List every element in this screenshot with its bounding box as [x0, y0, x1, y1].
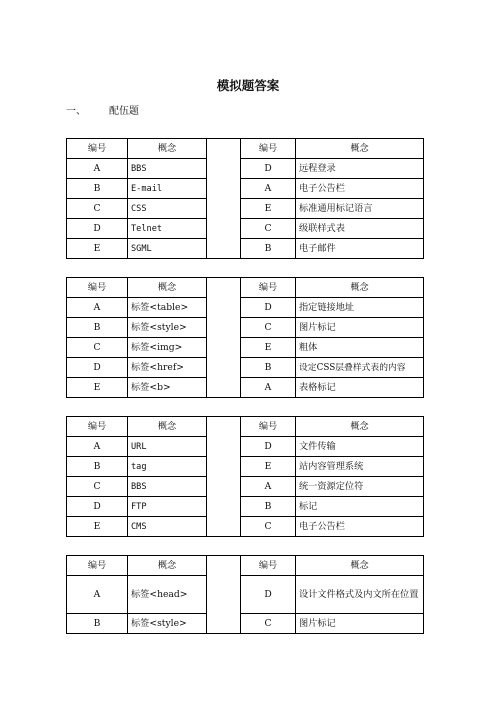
right-id: E: [241, 199, 296, 219]
table-row: [67, 614, 424, 634]
left-id: B: [67, 614, 128, 634]
table-row: [67, 179, 424, 199]
matching-table-2: [66, 277, 424, 398]
table-header-row: [67, 417, 424, 437]
table-row: [67, 457, 424, 477]
left-id: E: [67, 517, 128, 537]
table-row: [67, 477, 424, 497]
right-concept: 文件传输: [296, 437, 424, 457]
column-gap: [207, 417, 241, 537]
left-concept: 标签<table>: [128, 298, 207, 318]
left-id: C: [67, 338, 128, 358]
left-concept: CSS: [128, 199, 207, 219]
left-concept: Telnet: [128, 219, 207, 239]
table-header-row: [67, 278, 424, 298]
table-row: [67, 497, 424, 517]
left-concept: FTP: [128, 497, 207, 517]
left-id: C: [67, 477, 128, 497]
left-concept: tag: [128, 457, 207, 477]
column-gap: [207, 139, 241, 259]
left-concept: CMS: [128, 517, 207, 537]
left-id: A: [67, 298, 128, 318]
left-id: D: [67, 497, 128, 517]
table-header-row: [67, 139, 424, 159]
header-id-left: 编号: [67, 417, 128, 437]
header-id-left: 编号: [67, 139, 128, 159]
right-concept: 表格标记: [296, 378, 424, 398]
matching-table-4: [66, 555, 424, 634]
right-id: B: [241, 239, 296, 259]
page-title: 模拟题答案: [216, 78, 280, 93]
left-id: E: [67, 239, 128, 259]
left-id: A: [67, 576, 128, 614]
right-concept: 图片标记: [296, 318, 424, 338]
right-concept: 标准通用标记语言: [296, 199, 424, 219]
header-concept-left: 概念: [128, 556, 207, 576]
right-id: C: [241, 219, 296, 239]
right-id: C: [241, 614, 296, 634]
left-concept: 标签<b>: [128, 378, 207, 398]
table-row: [67, 338, 424, 358]
table-row: [67, 239, 424, 259]
header-concept-left: 概念: [128, 139, 207, 159]
right-concept: 电子邮件: [296, 239, 424, 259]
right-id: A: [241, 378, 296, 398]
right-id: E: [241, 457, 296, 477]
header-concept-right: 概念: [296, 417, 424, 437]
right-concept: 设计文件格式及内文所在位置: [296, 576, 424, 614]
right-id: D: [241, 576, 296, 614]
table-row: [67, 437, 424, 457]
section-heading: [66, 102, 139, 117]
table-row: [67, 298, 424, 318]
right-concept: 级联样式表: [296, 219, 424, 239]
right-concept: 设定CSS层叠样式表的内容: [296, 358, 424, 378]
table-row: [67, 576, 424, 614]
right-concept: 标记: [296, 497, 424, 517]
header-concept-right: 概念: [296, 278, 424, 298]
left-id: C: [67, 199, 128, 219]
right-concept: 远程登录: [296, 159, 424, 179]
right-id: C: [241, 517, 296, 537]
left-concept: BBS: [128, 477, 207, 497]
right-id: D: [241, 437, 296, 457]
header-concept-left: 概念: [128, 278, 207, 298]
right-concept: 指定链接地址: [296, 298, 424, 318]
header-id-left: 编号: [67, 278, 128, 298]
column-gap: [207, 556, 241, 634]
header-id-right: 编号: [241, 278, 296, 298]
right-concept: 电子公告栏: [296, 179, 424, 199]
header-id-right: 编号: [241, 417, 296, 437]
left-concept: 标签<style>: [128, 318, 207, 338]
right-concept: 统一资源定位符: [296, 477, 424, 497]
section-number: 一、: [66, 106, 86, 117]
right-id: E: [241, 338, 296, 358]
table-row: [67, 517, 424, 537]
left-concept: SGML: [128, 239, 207, 259]
right-concept: 站内容管理系统: [296, 457, 424, 477]
left-id: A: [67, 437, 128, 457]
header-id-right: 编号: [241, 556, 296, 576]
left-id: B: [67, 318, 128, 338]
header-concept-right: 概念: [296, 139, 424, 159]
left-id: E: [67, 378, 128, 398]
header-concept-left: 概念: [128, 417, 207, 437]
right-id: D: [241, 298, 296, 318]
left-id: B: [67, 179, 128, 199]
right-id: A: [241, 179, 296, 199]
table-row: [67, 378, 424, 398]
right-concept: 粗体: [296, 338, 424, 358]
right-id: C: [241, 318, 296, 338]
left-concept: URL: [128, 437, 207, 457]
table-row: [67, 219, 424, 239]
left-id: B: [67, 457, 128, 477]
table-header-row: [67, 556, 424, 576]
header-concept-right: 概念: [296, 556, 424, 576]
right-id: B: [241, 358, 296, 378]
right-id: D: [241, 159, 296, 179]
left-concept: 标签<img>: [128, 338, 207, 358]
left-id: D: [67, 219, 128, 239]
header-id-right: 编号: [241, 139, 296, 159]
right-id: B: [241, 497, 296, 517]
left-id: A: [67, 159, 128, 179]
matching-table-3: [66, 416, 424, 537]
right-concept: 图片标记: [296, 614, 424, 634]
left-concept: E-mail: [128, 179, 207, 199]
left-concept: BBS: [128, 159, 207, 179]
right-id: A: [241, 477, 296, 497]
table-row: [67, 199, 424, 219]
left-concept: 标签<head>: [128, 576, 207, 614]
right-concept: 电子公告栏: [296, 517, 424, 537]
left-id: D: [67, 358, 128, 378]
left-concept: 标签<style>: [128, 614, 207, 634]
table-row: [67, 358, 424, 378]
table-row: [67, 159, 424, 179]
column-gap: [207, 278, 241, 398]
header-id-left: 编号: [67, 556, 128, 576]
section-label: 配伍题: [109, 106, 139, 117]
matching-table-1: [66, 138, 424, 259]
table-row: [67, 318, 424, 338]
left-concept: 标签<href>: [128, 358, 207, 378]
